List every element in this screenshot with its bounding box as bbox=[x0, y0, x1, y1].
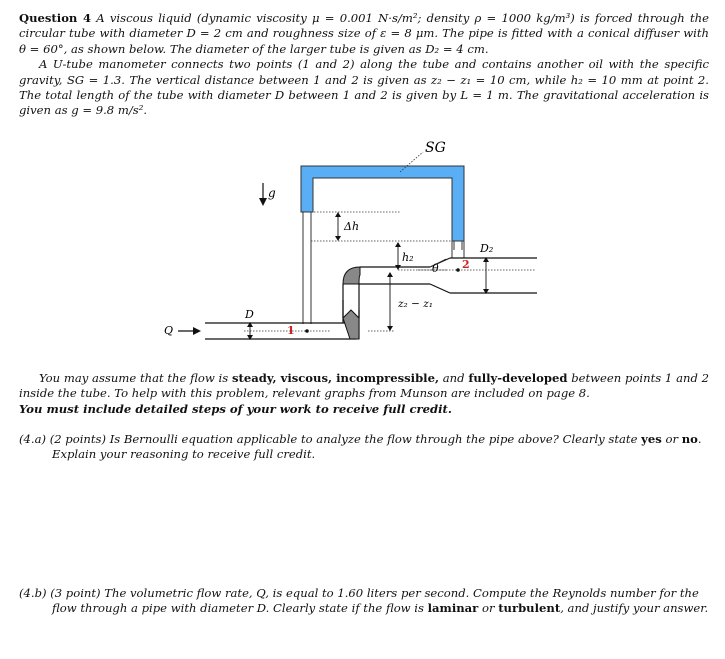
sg-label: SG bbox=[425, 140, 446, 156]
turbulent-keyword: turbulent bbox=[498, 601, 561, 616]
manometer-sg-fluid bbox=[301, 166, 464, 241]
part-a-question: (4.a) (2 points) Is Bernoulli equation applicable to analyze the flow through the pipe above? Clearly state yes or no. Explain your reasoning to receive full credit. bbox=[19, 432, 702, 462]
gravity-label: g bbox=[268, 186, 276, 200]
point-1-marker bbox=[305, 329, 309, 333]
theta-label: θ bbox=[432, 262, 439, 275]
point-2-marker bbox=[456, 268, 460, 272]
h2-label: h₂ bbox=[402, 251, 414, 264]
gravity-arrow-icon bbox=[259, 198, 267, 206]
no-keyword: no bbox=[681, 432, 698, 446]
laminar-keyword: laminar bbox=[427, 601, 479, 616]
q-label: Q bbox=[164, 324, 174, 337]
part-b-number: (4.b) bbox=[19, 586, 47, 600]
fully-developed-keyword: fully-developed bbox=[468, 371, 568, 385]
manometer-description: A U-tube manometer connects two points (1 and 2) along the tube and contains another oil with the specific gravity, SG = 1.3. The vertical distance between 1 and 2 is given as z₂ − z₁ = 10 cm, while h₂ = 10 mm at point 2. The total length of the tube with diameter D between 1 and 2 is given by L = 1 m. The gravitational acceleration is given as g = 9.8 m/s². bbox=[19, 57, 709, 118]
question-label: Question 4 bbox=[19, 11, 92, 25]
lower-elbow bbox=[343, 310, 359, 339]
d-label: D bbox=[245, 308, 254, 321]
flow-arrow-icon bbox=[193, 327, 201, 335]
assumption-keywords: steady, viscous, incompressible, bbox=[231, 371, 440, 385]
credit-requirement: You must include detailed steps of your work to receive full credit. bbox=[19, 401, 452, 416]
d2-label: D₂ bbox=[480, 242, 494, 255]
problem-intro: A viscous liquid (dynamic viscosity μ = 0.001 N·s/m²; density ρ = 1000 kg/m³) is forced through the circular tube with diameter D = 2 cm and roughness size of ε = 8 μm. The pipe is fitted with a conical diffuser with θ = 60°, as shown below. The diameter of the larger tube is given as D₂ = 4 cm. bbox=[19, 11, 709, 56]
yes-keyword: yes bbox=[641, 432, 662, 446]
upper-elbow bbox=[343, 267, 360, 284]
point-1-label: 1 bbox=[287, 324, 295, 337]
delta-h-label: Δh bbox=[344, 220, 360, 233]
assumptions-text: You may assume that the flow is steady, viscous, incompressible, and fully-developed between points 1 and 2 inside the tube. To help with this problem, relevant graphs from Munson are included on page 8. You must include detailed steps of your work to receive full credit. bbox=[19, 371, 709, 416]
z-difference-label: z₂ − z₁ bbox=[398, 298, 433, 310]
part-b-question: (4.b) (3 point) The volumetric flow rate, Q, is equal to 1.60 liters per second. Compute the Reynolds number for the flow through a pipe with diameter D. Clearly state if the flow is laminar or turbulent, and justify your answer. bbox=[19, 586, 709, 616]
part-a-number: (4.a) bbox=[19, 432, 47, 446]
point-2-label: 2 bbox=[462, 258, 470, 271]
